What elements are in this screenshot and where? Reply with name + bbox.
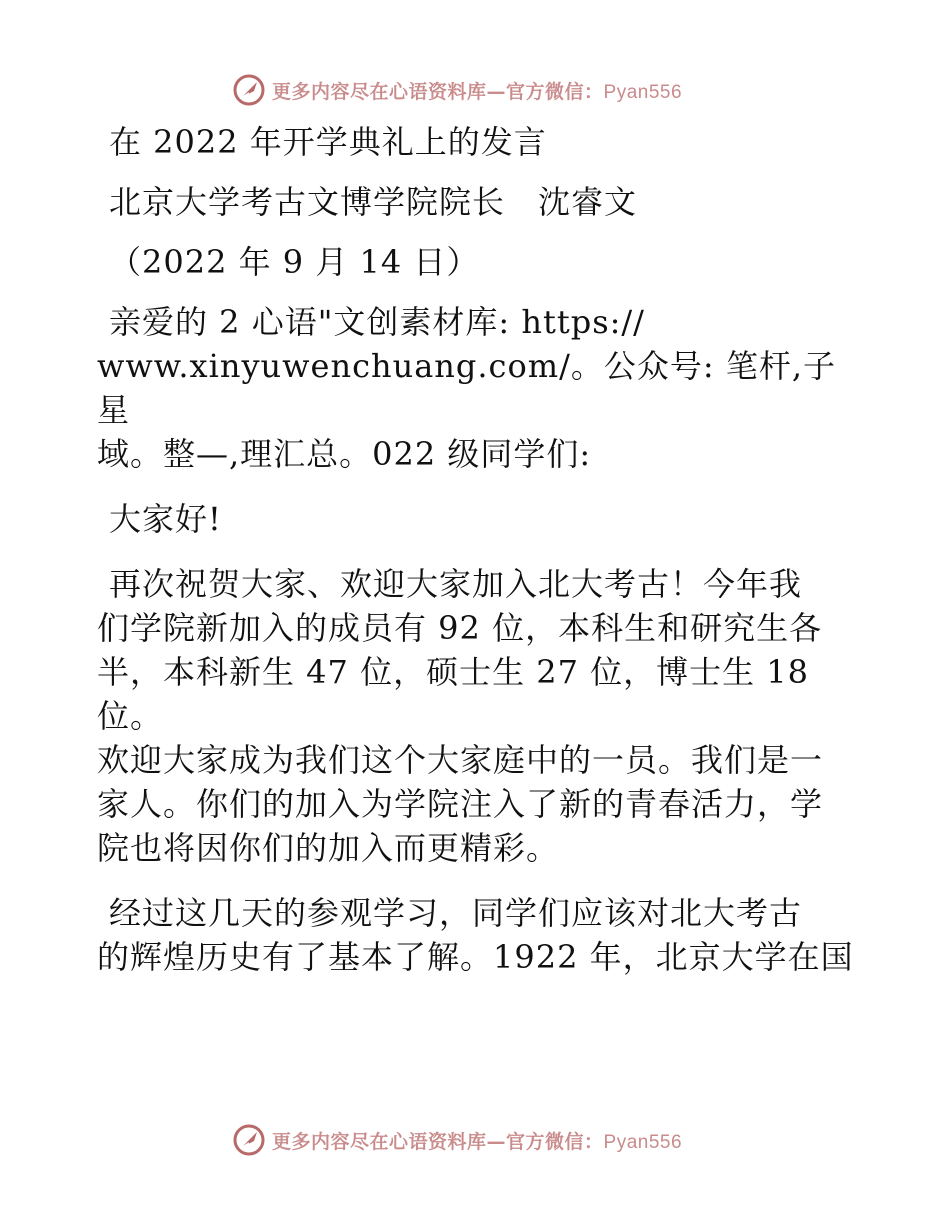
paragraph-welcome: 再次祝贺大家、欢迎大家加入北大考古！今年我 们学院新加入的成员有 92 位，本科生和研究生各 半，本科新生 47 位，硕士生 27 位，博士生 18 位。 欢迎大家成为我们这个大家庭中的一员。我们是一 家人。你们的加入为学院注入了新的青春活力，学 院也将因你们的加入而更精彩。	[97, 565, 824, 867]
paragraph-greeting: 大家好!	[109, 500, 222, 538]
document-title: 在 2022 年开学典礼上的发言	[109, 123, 547, 161]
paragraph-history: 经过这几天的参观学习，同学们应该对北大考古 的辉煌历史有了基本了解。1922 年，北京大学在国	[97, 894, 854, 976]
document-author: 北京大学考古文博学院院长 沈睿文	[109, 183, 638, 221]
document-date: （2022 年 9 月 14 日）	[109, 243, 480, 281]
quill-logo-icon	[232, 73, 266, 107]
watermark-text: 更多内容尽在心语资料库—官方微信：Pyan556	[272, 80, 683, 103]
footer-watermark	[232, 1122, 682, 1158]
document-body	[97, 120, 857, 1000]
paragraph-salutation: 亲爱的 2 心语"文创素材库: https:// www.xinyuwenchuang.com/。公众号: 笔杆,子星 域。整—,理汇总。022 级同学们:	[97, 303, 836, 473]
watermark-text: 更多内容尽在心语资料库—官方微信：Pyan556	[272, 1130, 683, 1153]
quill-logo-icon	[232, 1123, 266, 1157]
header-watermark	[232, 72, 682, 108]
